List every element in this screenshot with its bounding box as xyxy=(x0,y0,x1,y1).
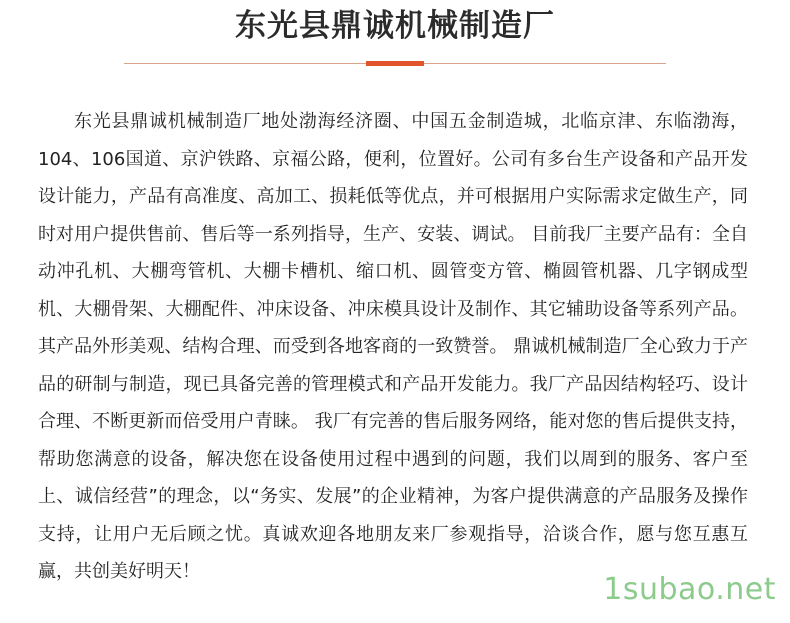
page-title: 东光县鼎诚机械制造厂 xyxy=(235,8,555,44)
site-watermark: 1subao.net xyxy=(603,572,776,607)
company-description: 东光县鼎诚机械制造厂地处渤海经济圈、中国五金制造城，北临京津、东临渤海，104、106国道、京沪铁路、京福公路，便利，位置好。公司有多台生产设备和产品开发设计能力，产品有高准度、高加工、损耗低等优点，并可根据用户实际需求定做生产，同时对用户提供售前、售后等一系列指导，生产、安装、调试。 目前我厂主要产品有：全自动冲孔机、大棚弯管机、大棚卡槽机、缩口机、圆管变方管、椭圆管机器、几字钢成型机、大棚骨架、大棚配件、冲床设备、冲床模具设计及制作、其它辅助设备等系列产品。其产品外形美观、结构合理、而受到各地客商的一致赞誉。 鼎诚机械制造厂全心致力于产品的研制与制造，现已具备完善的管理模式和产品开发能力。我厂产品因结构轻巧、设计合理、不断更新而倍受用户青睐。 我厂有完善的售后服务网络，能对您的售后提供支持，帮助您满意的设备，解决您在设备使用过程中遇到的问题，我们以周到的服务、客户至上、诚信经营”的理念，以“务实、发展”的企业精神，为客户提供满意的产品服务及操作支持，让用户无后顾之忧。真诚欢迎各地朋友来厂参观指导，洽谈合作，愿与您互惠互赢，共创美好明天！ xyxy=(38,111,748,582)
title-divider-accent xyxy=(366,61,424,66)
